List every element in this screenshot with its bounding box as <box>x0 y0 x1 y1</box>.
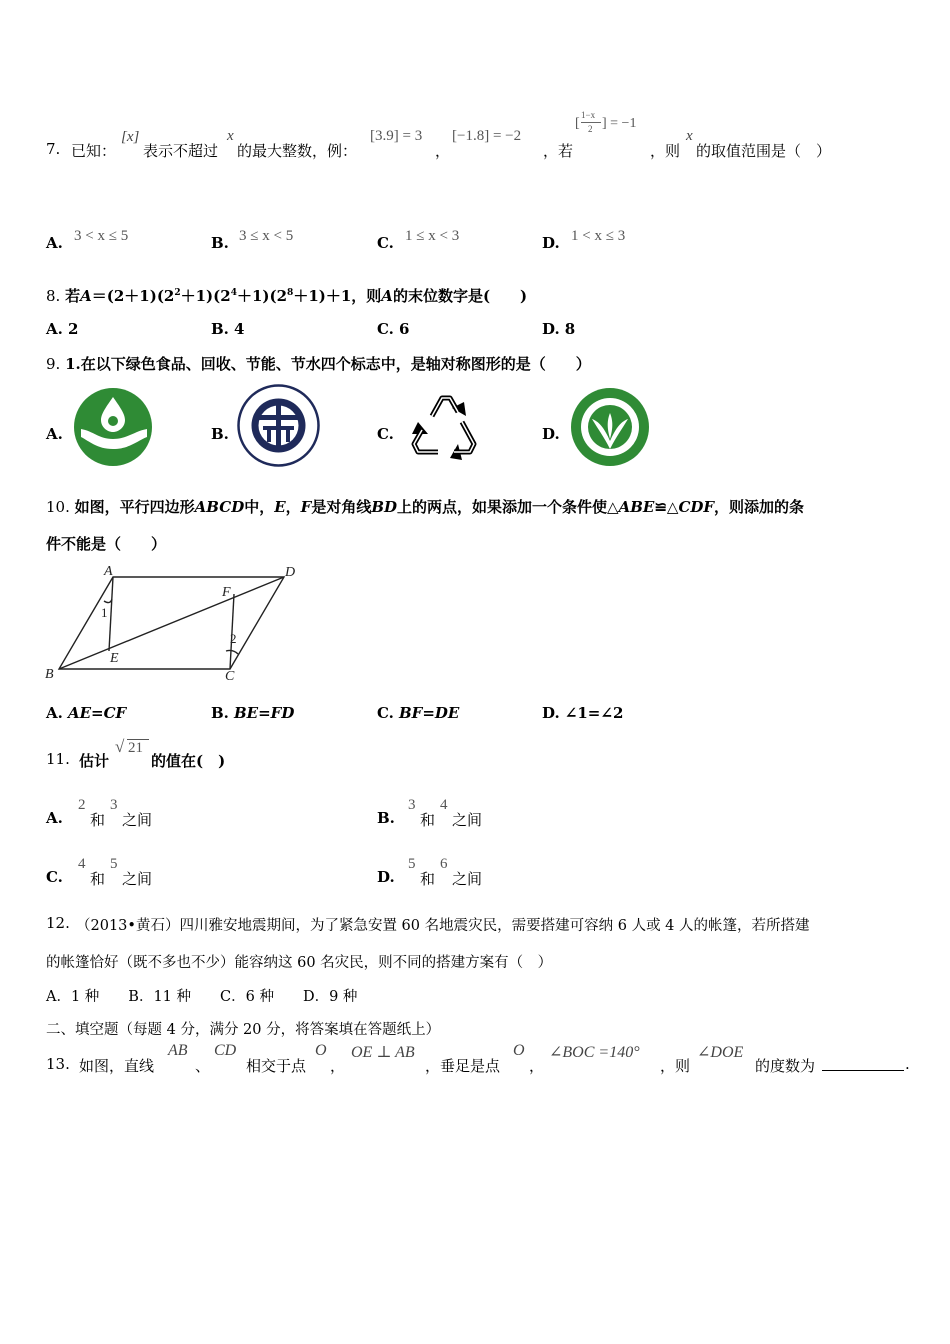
q7-math-example2: [−1.8] = −2 <box>452 128 522 144</box>
q11-option-a-num1: 2 <box>78 797 86 813</box>
q13-text-2: 、 <box>195 1057 211 1075</box>
q13-math-angle-doe: ∠DOE <box>697 1044 744 1061</box>
q8-exp-8: 8 <box>287 288 294 298</box>
q10-option-c: C. BF=DE <box>377 704 460 722</box>
q13-text-7: ，则 <box>660 1057 691 1075</box>
q7-math-cond-rhs: ] = −1 <box>602 116 637 131</box>
fig-label-c: C <box>225 669 235 683</box>
q8-expr-4: ＋1)＋1，则 <box>293 287 382 305</box>
q11-option-c-num2: 5 <box>110 856 118 872</box>
q11-option-c-label: C. <box>46 868 63 886</box>
q11-option-d-num2: 6 <box>440 856 448 872</box>
q13-math-cd: CD <box>214 1042 237 1059</box>
q8-number: 8. <box>46 287 61 305</box>
q7-option-a-value: 3 < x ≤ 5 <box>74 228 129 244</box>
fig-label-a: A <box>104 564 113 579</box>
section-2-title: 二、填空题（每题 4 分，满分 20 分，将答案填在答题纸上） <box>46 1022 441 1038</box>
q12-line2: 的帐篷恰好（既不多也不少）能容纳这 60 名灾民，则不同的搭建方案有（ ） <box>46 955 553 971</box>
q11-sqrt-sign: √ <box>115 737 125 756</box>
q8-expr-2: ＋1)(2 <box>180 287 231 305</box>
q10-option-a: A. AE=CF <box>46 704 127 722</box>
q7-line <box>46 140 60 158</box>
q11-option-b-and: 和 <box>420 811 436 829</box>
q8-option-d: D. 8 <box>542 320 576 338</box>
q8-math-a2: A <box>381 287 393 305</box>
q7-fraction-bar <box>581 122 601 123</box>
fig-label-b: B <box>45 667 54 682</box>
q11-option-b-label: B. <box>377 809 395 827</box>
q9-option-c-label: C. <box>377 425 394 443</box>
fig-angle-2: 2 <box>230 631 237 646</box>
q7-math-x: x <box>227 128 234 144</box>
water-saving-logo-icon <box>73 387 153 467</box>
fig-label-d: D <box>285 565 296 580</box>
q13-answer-blank[interactable] <box>822 1056 904 1075</box>
q7-option-a-label: A. <box>46 234 63 252</box>
q10-number: 10. <box>46 498 70 516</box>
q7-option-b-label: B. <box>211 234 229 252</box>
q8-expr-3: ＋1)(2 <box>236 287 288 305</box>
parallelogram-figure <box>44 563 304 683</box>
q13-math-angle-boc: ∠BOC =140° <box>549 1044 640 1061</box>
q11-option-c-and: 和 <box>90 870 106 888</box>
q13-math-ab: AB <box>168 1042 188 1059</box>
q7-number: 7. <box>46 140 61 158</box>
q10-line2: 件不能是（ ） <box>46 535 167 553</box>
q8-option-c: C. 6 <box>377 320 410 338</box>
q10-option-b: B. BE=FD <box>211 704 295 722</box>
q7-math-floor-x: [x] <box>121 129 140 145</box>
q11-option-d-num1: 5 <box>408 856 416 872</box>
q7-text-means: 表示不超过 <box>143 142 219 160</box>
q8-line <box>46 285 527 306</box>
q7-option-c-label: C. <box>377 234 394 252</box>
q13-period: . <box>905 1055 910 1073</box>
q9-option-d-label: D. <box>542 425 560 443</box>
q9-option-b-label: B. <box>211 425 229 443</box>
q11-option-a-and: 和 <box>90 811 106 829</box>
q11-option-c-num1: 4 <box>78 856 86 872</box>
q7-text-known: 已知： <box>71 142 117 160</box>
q11-option-a-num2: 3 <box>110 797 118 813</box>
q7-text-then: ，则 <box>650 142 681 160</box>
q11-option-b-num2: 4 <box>440 797 448 813</box>
q7-option-c-value: 1 ≤ x < 3 <box>405 228 460 244</box>
q11-option-d-and: 和 <box>420 870 436 888</box>
q9-number: 9. <box>46 355 61 373</box>
q11-option-a-between: 之间 <box>122 811 153 829</box>
fig-label-f: F <box>222 585 231 600</box>
q9-text: 1.在以下绿色食品、回收、节能、节水四个标志中，是轴对称图形的是（ ） <box>65 355 591 373</box>
q11-option-a-label: A. <box>46 809 63 827</box>
q11-option-b-num1: 3 <box>408 797 416 813</box>
fig-label-e: E <box>110 651 119 666</box>
energy-saving-logo-icon <box>237 384 320 467</box>
q7-math-x2: x <box>686 128 693 144</box>
q13-text-8: 的度数为 <box>755 1057 816 1075</box>
q7-comma: ， <box>435 142 451 160</box>
q11-number: 11. <box>46 750 70 768</box>
q7-text-range: 的取值范围是（ ） <box>696 142 832 160</box>
q8-text-pre: 若 <box>65 287 81 305</box>
q11-option-c-between: 之间 <box>122 870 153 888</box>
q11-text-post: 的值在( ) <box>151 752 226 770</box>
q8-option-b: B. 4 <box>211 320 245 338</box>
q12-options: A．1 种 B．11 种 C．6 种 D．9 种 <box>46 989 358 1005</box>
q11-option-b-between: 之间 <box>452 811 483 829</box>
q13-text-3: 相交于点 <box>246 1057 307 1075</box>
q10-option-d: D. ∠1=∠2 <box>542 704 624 722</box>
q7-option-d-label: D. <box>542 234 560 252</box>
q8-math-a: A <box>80 287 92 305</box>
fig-angle-1: 1 <box>101 605 108 620</box>
q7-text-if: ，若 <box>543 142 574 160</box>
q12-line1: （2013•黄石）四川雅安地震期间，为了紧急安置 60 名地震灾民，需要搭建可容纳 6 人或 4 人的帐篷，若所搭建 <box>76 918 810 934</box>
q13-math-perp: OE ⊥ AB <box>351 1044 415 1061</box>
q7-option-b-value: 3 ≤ x < 5 <box>239 228 294 244</box>
q13-text-1: 如图，直线 <box>79 1057 155 1075</box>
q9-line <box>46 353 591 374</box>
q11-radicand: 21 <box>128 740 143 756</box>
q13-text-4: ， <box>330 1057 346 1075</box>
q7-text-max-int: 的最大整数，例： <box>237 142 358 160</box>
q7-math-example1: [3.9] = 3 <box>370 128 423 144</box>
q13-math-o1: O <box>315 1042 327 1059</box>
q11-option-d-between: 之间 <box>452 870 483 888</box>
q8-option-a: A. 2 <box>46 320 79 338</box>
q13-math-o2: O <box>513 1042 525 1059</box>
q10-line1: 10. 如图，平行四边形ABCD中，E，F是对角线BD上的两点，如果添加一个条件使△ABE≌△CDF，则添加的条 <box>46 498 805 516</box>
q7-math-cond-numerator: 1−x <box>581 110 596 120</box>
q13-text-6: ， <box>529 1057 545 1075</box>
q11-text-pre: 估计 <box>79 752 110 770</box>
q7-option-d-value: 1 < x ≤ 3 <box>571 228 626 244</box>
q12-number: 12. <box>46 914 70 932</box>
q13-number: 13. <box>46 1055 70 1073</box>
q8-expr-1: ＝(2＋1)(2 <box>91 287 175 305</box>
q8-text-post: 的末位数字是( ) <box>392 287 528 305</box>
q9-option-a-label: A. <box>46 425 63 443</box>
q8-exp-2: 2 <box>174 288 181 298</box>
recycle-logo-icon <box>404 388 486 466</box>
q11-option-d-label: D. <box>377 868 395 886</box>
q7-math-cond-lbracket: [ <box>575 116 580 131</box>
q7-math-cond-denominator: 2 <box>588 124 593 134</box>
green-food-logo-icon <box>570 387 650 467</box>
q8-exp-4: 4 <box>230 288 237 298</box>
q13-text-5: ，垂足是点 <box>425 1057 501 1075</box>
